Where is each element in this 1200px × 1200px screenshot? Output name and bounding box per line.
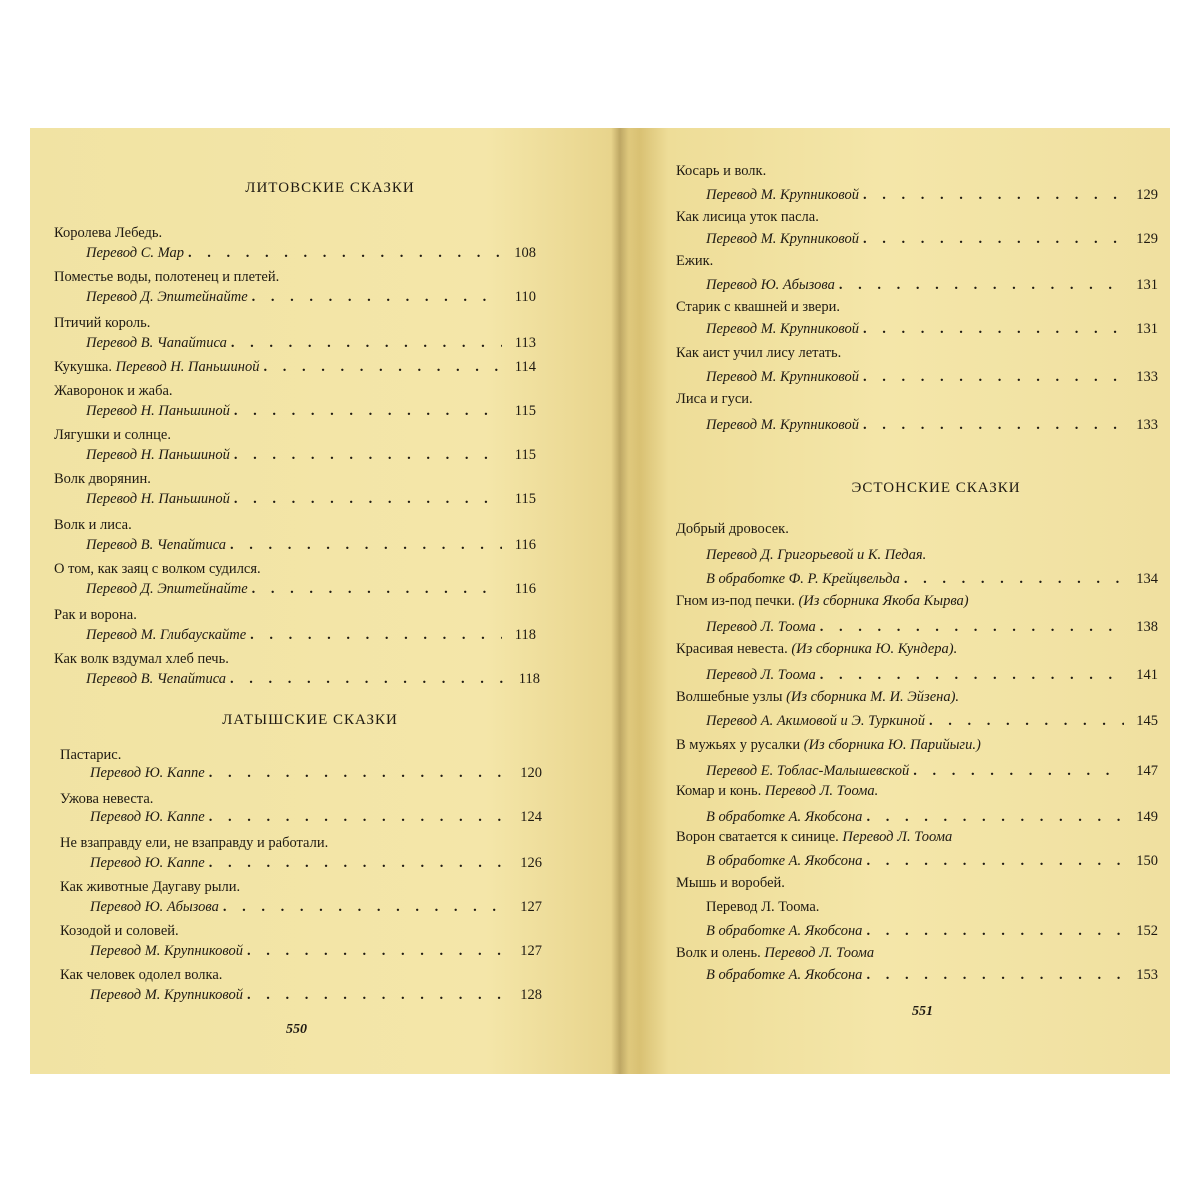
translator: Перевод М. Крупниковой: [706, 231, 859, 247]
leader-dots: [863, 186, 1124, 204]
page-number: 134: [1136, 571, 1158, 587]
leader-dots: [209, 764, 508, 782]
toc-entry: [86, 334, 536, 352]
entry-title: Козодой и соловей.: [60, 923, 179, 939]
leader-dots: [913, 762, 1124, 780]
translator: Перевод А. Акимовой и Э. Туркиной: [706, 713, 926, 729]
page-number: 145: [1136, 713, 1158, 729]
entry-title: Как лисица уток пасла.: [676, 209, 819, 225]
page-number: 129: [1136, 231, 1158, 247]
leader-dots: [231, 334, 502, 352]
translator: Перевод Л. Тоома: [706, 667, 816, 683]
entry-source: (Из сборника Якоба Кырва): [798, 593, 969, 609]
section-heading-lithuanian: ЛИТОВСКИЕ СКАЗКИ: [245, 180, 415, 196]
page-number: 147: [1136, 763, 1158, 779]
leader-dots: [230, 670, 506, 688]
entry-title: О том, как заяц с волком судился.: [54, 561, 261, 577]
leader-dots: [234, 490, 502, 508]
translator: Перевод Ю. Абызова: [90, 899, 219, 915]
entry-title-text: В мужьях у русалки: [676, 737, 801, 753]
leader-dots: [234, 402, 502, 420]
editor: В обработке А. Якобсона: [706, 809, 863, 825]
toc-entry: [706, 618, 1158, 636]
page-number: 128: [520, 987, 542, 1003]
leader-dots: [863, 416, 1124, 434]
toc-entry: [90, 898, 542, 916]
translator: Перевод Д. Григорьевой и К. Педая.: [706, 547, 927, 563]
page-number: 138: [1136, 619, 1158, 635]
leader-dots: [247, 942, 508, 960]
leader-dots: [866, 808, 1124, 826]
page-number: 150: [1136, 853, 1158, 869]
entry-title: [676, 782, 878, 800]
translator: Перевод Л. Тоома: [706, 619, 816, 635]
leader-dots: [234, 446, 502, 464]
entry-title: Как животные Даугаву рыли.: [60, 879, 241, 895]
toc-entry: [86, 288, 536, 306]
entry-title-text: Гном из-под печки.: [676, 593, 795, 609]
toc-entry: [706, 762, 1158, 780]
entry-title: Кукушка.: [54, 359, 112, 375]
toc-entry: [86, 536, 536, 554]
left-page: [30, 128, 620, 1074]
leader-dots: [230, 536, 502, 554]
toc-entry: [90, 942, 542, 960]
leader-dots: [223, 898, 508, 916]
entry-title: Волк дворянин.: [54, 471, 151, 487]
leader-dots: [209, 808, 508, 826]
entry-title: Как волк вздумал хлеб печь.: [54, 651, 229, 667]
entry-title-text: Волшебные узлы: [676, 689, 783, 705]
toc-entry: [90, 986, 542, 1004]
editor: В обработке Ф. Р. Крейцвельда: [706, 571, 900, 587]
page-number-right: 551: [912, 1004, 933, 1019]
translator: Перевод Н. Паньшиной: [115, 359, 260, 375]
toc-entry: [706, 416, 1158, 434]
book-spread: [30, 128, 1170, 1074]
entry-title: [676, 828, 952, 846]
translator: Перевод Ю. Каппе: [90, 765, 205, 781]
toc-entry: [706, 320, 1158, 338]
entry-title: Рак и ворона.: [54, 607, 137, 623]
translator: Перевод В. Чепайтиса: [86, 671, 227, 687]
page-number: 133: [1136, 369, 1158, 385]
leader-dots: [866, 966, 1124, 984]
page-number: 131: [1136, 277, 1158, 293]
page-number: 116: [514, 581, 536, 597]
editor: В обработке А. Якобсона: [706, 853, 863, 869]
page-number: 115: [514, 491, 536, 507]
translator: Перевод Е. Тоблас-Малышевской: [706, 763, 910, 779]
page-number: 152: [1136, 923, 1158, 939]
toc-entry: [90, 854, 542, 872]
entry-title: [676, 640, 957, 658]
entry-title: Пастарис.: [60, 747, 122, 763]
leader-dots: [863, 368, 1124, 386]
page-number: 126: [520, 855, 542, 871]
translator: Перевод С. Мар: [86, 245, 185, 261]
entry-title: Старик с квашней и звери.: [676, 299, 840, 315]
page-number: 116: [514, 537, 536, 553]
translator: Перевод М. Крупниковой: [706, 187, 859, 203]
leader-dots: [820, 618, 1124, 636]
entry-title: [676, 688, 959, 706]
page-number-left: 550: [286, 1022, 307, 1037]
page-number: 141: [1136, 667, 1158, 683]
translator: Перевод Ю. Каппе: [90, 809, 205, 825]
leader-dots: [863, 230, 1124, 248]
toc-entry: [86, 490, 536, 508]
right-page: [626, 128, 1170, 1074]
leader-dots: [247, 986, 508, 1004]
toc-entry: [86, 580, 536, 598]
toc-entry: [90, 808, 542, 826]
translator: Перевод Л. Тоома.: [706, 899, 820, 915]
toc-entry: [706, 712, 1158, 730]
editor: В обработке А. Якобсона: [706, 923, 863, 939]
section-heading-estonian: ЭСТОНСКИЕ СКАЗКИ: [851, 480, 1021, 496]
page-number: 124: [520, 809, 542, 825]
leader-dots: [250, 626, 502, 644]
entry-title: Добрый дровосек.: [676, 521, 789, 537]
translator: Перевод Ю. Каппе: [90, 855, 205, 871]
toc-entry: [706, 808, 1158, 826]
toc-entry: [706, 186, 1158, 204]
entry-title: Поместье воды, полотенец и плетей.: [54, 269, 280, 285]
translator: Перевод В. Чапайтиса: [86, 335, 227, 351]
toc-entry: [86, 446, 536, 464]
entry-title: Как человек одолел волка.: [60, 967, 223, 983]
leader-dots: [820, 666, 1124, 684]
leader-dots: [252, 288, 502, 306]
entry-title: Королева Лебедь.: [54, 225, 163, 241]
entry-title: Лягушки и солнце.: [54, 427, 171, 443]
entry-title: Птичий король.: [54, 315, 151, 331]
page-number: 115: [514, 403, 536, 419]
toc-entry-inline: [54, 358, 536, 376]
entry-title-text: Ворон сватается к синице.: [676, 829, 839, 845]
leader-dots: [263, 358, 502, 376]
section-heading-latvian: ЛАТЫШСКИЕ СКАЗКИ: [222, 712, 398, 728]
page-number: 127: [520, 899, 542, 915]
entry-title-text: Комар и конь.: [676, 783, 762, 799]
toc-entry: [706, 230, 1158, 248]
translator: Перевод Н. Паньшиной: [86, 491, 230, 507]
translator: Перевод Д. Эпштейнайте: [86, 581, 248, 597]
page-number: 149: [1136, 809, 1158, 825]
leader-dots: [866, 852, 1124, 870]
entry-title: Не взаправду ели, не взаправду и работали.: [60, 835, 329, 851]
toc-entry: [706, 966, 1158, 984]
leader-dots: [929, 712, 1124, 730]
entry-title: Мышь и воробей.: [676, 875, 785, 891]
entry-title: Косарь и волк.: [676, 163, 767, 179]
toc-entry: [86, 402, 536, 420]
page-number: 120: [520, 765, 542, 781]
translator: Перевод Д. Эпштейнайте: [86, 289, 248, 305]
entry-source: Перевод Л. Тоома: [842, 829, 953, 845]
toc-entry: [706, 368, 1158, 386]
translator: Перевод М. Крупниковой: [706, 417, 859, 433]
entry-source: (Из сборника М. И. Эйзена).: [786, 689, 960, 705]
translator: Перевод М. Крупниковой: [706, 369, 859, 385]
page-number: 115: [514, 447, 536, 463]
leader-dots: [863, 320, 1124, 338]
page-number: 127: [520, 943, 542, 959]
translator: Перевод Н. Паньшиной: [86, 447, 230, 463]
entry-source: Перевод Л. Тоома.: [764, 783, 879, 799]
leader-dots: [209, 854, 508, 872]
entry-source: (Из сборника Ю. Кундера).: [791, 641, 958, 657]
entry-title: Ежик.: [676, 253, 714, 269]
entry-title-text: Красивая невеста.: [676, 641, 788, 657]
toc-entry: [86, 626, 536, 644]
entry-title: [676, 736, 981, 754]
entry-source: (Из сборника Ю. Парийыги.): [803, 737, 981, 753]
translator: Перевод М. Крупниковой: [90, 987, 243, 1003]
leader-dots: [839, 276, 1124, 294]
leader-dots: [252, 580, 502, 598]
entry-title: Волк и лиса.: [54, 517, 132, 533]
leader-dots: [866, 922, 1124, 940]
entry-title: Как аист учил лису летать.: [676, 345, 842, 361]
translator: Перевод М. Крупниковой: [90, 943, 243, 959]
page-number: 110: [514, 289, 536, 305]
leader-dots: [188, 244, 502, 262]
entry-title: Жаворонок и жаба.: [54, 383, 173, 399]
translator: Перевод Н. Паньшиной: [86, 403, 230, 419]
toc-entry: [706, 666, 1158, 684]
page-number: 113: [514, 335, 536, 351]
translator: Перевод М. Крупниковой: [706, 321, 859, 337]
editor: В обработке А. Якобсона: [706, 967, 863, 983]
toc-entry: [90, 764, 542, 782]
entry-source: Перевод Л. Тоома: [764, 945, 875, 961]
toc-entry: [706, 922, 1158, 940]
entry-title: Ужова невеста.: [60, 791, 154, 807]
toc-entry: [86, 244, 536, 262]
page-number: 118: [518, 671, 540, 687]
entry-title: [676, 592, 969, 610]
page-number: 133: [1136, 417, 1158, 433]
toc-entry: [706, 570, 1158, 588]
page-number: 114: [514, 359, 536, 375]
page-number: 131: [1136, 321, 1158, 337]
translator: Перевод В. Чепайтиса: [86, 537, 227, 553]
entry-title-text: Волк и олень.: [676, 945, 761, 961]
page-number: 118: [514, 627, 536, 643]
translator: Перевод Ю. Абызова: [706, 277, 835, 293]
entry-title: [676, 944, 874, 962]
page-number: 153: [1136, 967, 1158, 983]
toc-entry: [706, 276, 1158, 294]
toc-entry: [706, 852, 1158, 870]
page-number: 129: [1136, 187, 1158, 203]
toc-entry: [86, 670, 540, 688]
leader-dots: [904, 570, 1124, 588]
entry-title: Лиса и гуси.: [676, 391, 753, 407]
translator: Перевод М. Глибаускайте: [86, 627, 247, 643]
page-number: 108: [514, 245, 536, 261]
